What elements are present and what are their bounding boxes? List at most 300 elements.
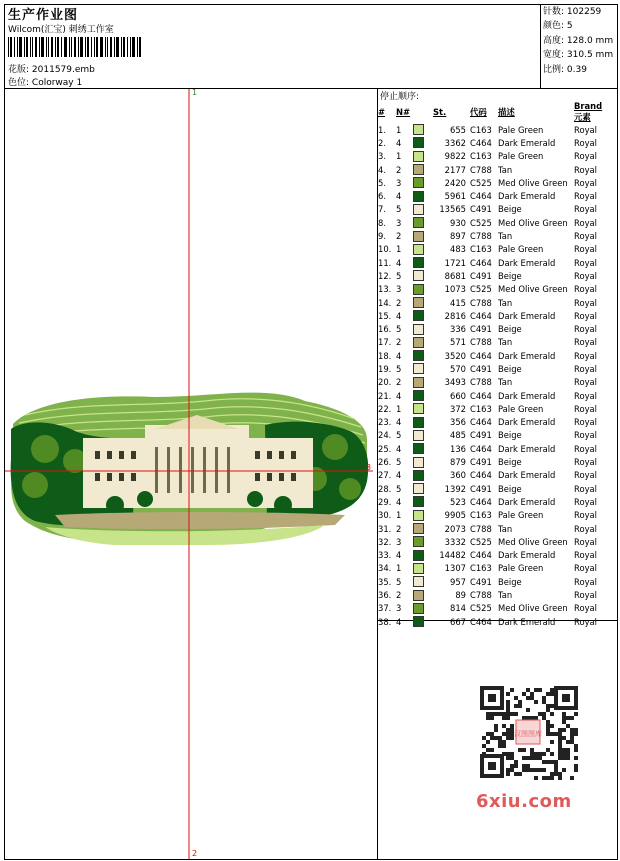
row-needle: 1 (396, 244, 402, 255)
row-desc: Beige (498, 324, 522, 335)
row-stitches: 3332 (444, 536, 466, 547)
row-stitches: 360 (450, 470, 466, 481)
row-stitches: 1307 (444, 563, 466, 574)
row-code: C788 (470, 297, 492, 308)
row-stitches: 372 (450, 403, 466, 414)
header-brand-element: Brand 元素 (574, 101, 603, 122)
row-desc: Beige (498, 576, 522, 587)
row-swatch (411, 123, 433, 136)
row-index: 16. (378, 324, 392, 335)
row-desc: Dark Emerald (498, 470, 556, 481)
row-stitches: 8681 (444, 270, 466, 281)
row-stitches: 1392 (444, 483, 466, 494)
row-brand: Royal (574, 377, 597, 388)
stat-height: 高度: 128.0 mm (543, 35, 614, 46)
color-swatch (413, 483, 424, 494)
row-desc: Dark Emerald (498, 191, 556, 202)
row-swatch (411, 442, 433, 455)
row-needle: 5 (396, 324, 402, 335)
row-needle: 3 (396, 536, 402, 547)
row-desc: Tan (498, 297, 513, 308)
row-code: C464 (470, 257, 492, 268)
row-needle: 2 (396, 523, 402, 534)
row-index: 13. (378, 284, 392, 295)
row-stitches: 483 (450, 244, 466, 255)
axis-label-right: 3 (366, 463, 372, 472)
header-idx: # (378, 107, 386, 117)
row-index: 26. (378, 457, 392, 468)
row-code: C788 (470, 337, 492, 348)
row-needle: 1 (396, 151, 402, 162)
row-brand: Royal (574, 137, 597, 148)
row-brand: Royal (574, 257, 597, 268)
thread-row (378, 216, 606, 229)
row-swatch (411, 429, 433, 442)
row-stitches: 9905 (444, 510, 466, 521)
thread-row (378, 150, 606, 163)
color-swatch (413, 137, 424, 148)
row-brand: Royal (574, 204, 597, 215)
row-brand: Royal (574, 310, 597, 321)
row-code: C788 (470, 164, 492, 175)
row-needle: 4 (396, 350, 402, 361)
row-index: 24. (378, 430, 392, 441)
color-swatch (413, 297, 424, 308)
row-swatch (411, 322, 433, 335)
color-swatch (413, 403, 424, 414)
thread-row (378, 455, 606, 468)
row-swatch (411, 482, 433, 495)
thread-table-header (378, 101, 606, 123)
colorway-line (8, 75, 82, 88)
row-stitches: 1073 (444, 284, 466, 295)
row-swatch (411, 203, 433, 216)
row-brand: Royal (574, 324, 597, 335)
color-swatch (413, 496, 424, 507)
row-swatch (411, 575, 433, 588)
row-swatch (411, 176, 433, 189)
row-code: C464 (470, 310, 492, 321)
row-index: 10. (378, 244, 392, 255)
color-swatch (413, 204, 424, 215)
color-swatch (413, 151, 424, 162)
row-index: 35. (378, 576, 392, 587)
row-needle: 4 (396, 470, 402, 481)
row-needle: 4 (396, 417, 402, 428)
thread-row (378, 136, 606, 149)
row-swatch (411, 455, 433, 468)
row-swatch (411, 362, 433, 375)
row-code: C491 (470, 483, 492, 494)
header-divider (540, 4, 541, 88)
row-code: C525 (470, 177, 492, 188)
row-brand: Royal (574, 443, 597, 454)
company-name: Wilcom(汇宝) 刺绣工作室 (8, 25, 114, 35)
row-swatch (411, 522, 433, 535)
thread-row (378, 349, 606, 362)
row-swatch (411, 549, 433, 562)
row-code: C491 (470, 430, 492, 441)
color-swatch (413, 257, 424, 268)
row-desc: Dark Emerald (498, 443, 556, 454)
thread-row (378, 362, 606, 375)
thread-row (378, 229, 606, 242)
row-index: 25. (378, 443, 392, 454)
row-index: 15. (378, 310, 392, 321)
row-index: 12. (378, 270, 392, 281)
thread-row (378, 416, 606, 429)
row-code: C163 (470, 563, 492, 574)
row-stitches: 356 (450, 417, 466, 428)
row-needle: 1 (396, 510, 402, 521)
row-stitches: 2816 (444, 310, 466, 321)
color-swatch (413, 191, 424, 202)
row-stitches: 136 (450, 443, 466, 454)
row-swatch (411, 136, 433, 149)
row-desc: Dark Emerald (498, 550, 556, 561)
row-code: C788 (470, 377, 492, 388)
row-index: 17. (378, 337, 392, 348)
row-index: 27. (378, 470, 392, 481)
row-desc: Med Olive Green (498, 217, 568, 228)
row-swatch (411, 243, 433, 256)
row-index: 8. (378, 217, 386, 228)
row-index: 38. (378, 616, 392, 627)
color-swatch (413, 310, 424, 321)
row-desc: Tan (498, 337, 513, 348)
row-needle: 4 (396, 191, 402, 202)
row-index: 29. (378, 496, 392, 507)
row-desc: Pale Green (498, 244, 544, 255)
thread-row (378, 429, 606, 442)
row-code: C464 (470, 616, 492, 627)
row-stitches: 9822 (444, 151, 466, 162)
row-code: C464 (470, 443, 492, 454)
row-swatch (411, 495, 433, 508)
row-brand: Royal (574, 191, 597, 202)
thread-row (378, 522, 606, 535)
row-brand: Royal (574, 563, 597, 574)
color-swatch (413, 270, 424, 281)
color-swatch (413, 337, 424, 348)
row-stitches: 485 (450, 430, 466, 441)
row-desc: Dark Emerald (498, 390, 556, 401)
row-needle: 1 (396, 124, 402, 135)
thread-row (378, 588, 606, 601)
color-swatch (413, 124, 424, 135)
thread-row (378, 283, 606, 296)
row-swatch (411, 389, 433, 402)
row-stitches: 3520 (444, 350, 466, 361)
row-needle: 5 (396, 363, 402, 374)
row-swatch (411, 283, 433, 296)
thread-row (378, 389, 606, 402)
row-desc: Dark Emerald (498, 496, 556, 507)
thread-row (378, 243, 606, 256)
row-index: 20. (378, 377, 392, 388)
row-desc: Pale Green (498, 124, 544, 135)
row-code: C491 (470, 324, 492, 335)
row-needle: 4 (396, 550, 402, 561)
header-needle: N# (396, 107, 411, 117)
row-desc: Tan (498, 590, 513, 601)
row-needle: 5 (396, 457, 402, 468)
row-stitches: 660 (450, 390, 466, 401)
row-swatch (411, 535, 433, 548)
row-index: 11. (378, 257, 392, 268)
row-index: 36. (378, 590, 392, 601)
row-needle: 5 (396, 270, 402, 281)
row-desc: Tan (498, 377, 513, 388)
row-brand: Royal (574, 470, 597, 481)
row-stitches: 930 (450, 217, 466, 228)
row-code: C464 (470, 390, 492, 401)
thread-row (378, 189, 606, 202)
row-stitches: 2177 (444, 164, 466, 175)
row-desc: Dark Emerald (498, 257, 556, 268)
color-swatch (413, 177, 424, 188)
row-brand: Royal (574, 164, 597, 175)
row-brand: Royal (574, 403, 597, 414)
row-brand: Royal (574, 616, 597, 627)
row-code: C464 (470, 470, 492, 481)
row-index: 18. (378, 350, 392, 361)
row-brand: Royal (574, 217, 597, 228)
row-desc: Pale Green (498, 510, 544, 521)
row-brand: Royal (574, 350, 597, 361)
row-stitches: 3362 (444, 137, 466, 148)
color-swatch (413, 510, 424, 521)
row-stitches: 523 (450, 496, 466, 507)
row-index: 32. (378, 536, 392, 547)
row-stitches: 570 (450, 363, 466, 374)
row-desc: Tan (498, 231, 513, 242)
row-desc: Beige (498, 270, 522, 281)
row-needle: 3 (396, 177, 402, 188)
stamp-text: 汉图图库 (514, 730, 542, 738)
row-index: 2. (378, 137, 386, 148)
row-needle: 4 (396, 443, 402, 454)
row-desc: Beige (498, 363, 522, 374)
row-brand: Royal (574, 390, 597, 401)
row-needle: 2 (396, 164, 402, 175)
colorway-value: Colorway 1 (31, 78, 83, 88)
thread-row (378, 602, 606, 615)
row-stitches: 571 (450, 337, 466, 348)
thread-row (378, 482, 606, 495)
row-index: 7. (378, 204, 386, 215)
row-desc: Tan (498, 523, 513, 534)
row-swatch (411, 216, 433, 229)
row-swatch (411, 588, 433, 601)
row-desc: Beige (498, 430, 522, 441)
row-brand: Royal (574, 483, 597, 494)
design-value: 2011579.emb (31, 65, 95, 75)
row-code: C464 (470, 496, 492, 507)
row-brand: Royal (574, 151, 597, 162)
row-needle: 3 (396, 284, 402, 295)
row-brand: Royal (574, 590, 597, 601)
row-desc: Pale Green (498, 403, 544, 414)
row-stitches: 2073 (444, 523, 466, 534)
row-index: 23. (378, 417, 392, 428)
row-code: C525 (470, 536, 492, 547)
row-needle: 2 (396, 231, 402, 242)
color-swatch (413, 616, 424, 627)
row-code: C788 (470, 523, 492, 534)
row-stitches: 879 (450, 457, 466, 468)
row-needle: 4 (396, 137, 402, 148)
color-swatch (413, 363, 424, 374)
row-desc: Med Olive Green (498, 284, 568, 295)
row-stitches: 897 (450, 231, 466, 242)
color-swatch (413, 563, 424, 574)
row-code: C788 (470, 231, 492, 242)
row-stitches: 655 (450, 124, 466, 135)
stat-width: 宽度: 310.5 mm (543, 50, 614, 61)
row-desc: Med Olive Green (498, 536, 568, 547)
row-code: C525 (470, 217, 492, 228)
row-code: C464 (470, 137, 492, 148)
row-swatch (411, 562, 433, 575)
row-swatch (411, 469, 433, 482)
row-index: 22. (378, 403, 392, 414)
row-desc: Med Olive Green (498, 177, 568, 188)
row-code: C464 (470, 417, 492, 428)
row-brand: Royal (574, 270, 597, 281)
row-swatch (411, 309, 433, 322)
row-code: C464 (470, 350, 492, 361)
thread-row (378, 256, 606, 269)
row-swatch (411, 256, 433, 269)
row-needle: 5 (396, 483, 402, 494)
design-stats (543, 5, 613, 77)
row-index: 3. (378, 151, 386, 162)
thread-row (378, 296, 606, 309)
color-swatch (413, 284, 424, 295)
row-brand: Royal (574, 457, 597, 468)
row-swatch (411, 376, 433, 389)
color-swatch (413, 430, 424, 441)
row-swatch (411, 602, 433, 615)
row-index: 1. (378, 124, 386, 135)
row-stitches: 957 (450, 576, 466, 587)
row-code: C491 (470, 457, 492, 468)
row-desc: Med Olive Green (498, 603, 568, 614)
color-swatch (413, 231, 424, 242)
row-swatch (411, 150, 433, 163)
row-index: 30. (378, 510, 392, 521)
color-swatch (413, 443, 424, 454)
color-swatch (413, 377, 424, 388)
thread-table (378, 101, 606, 628)
thread-row (378, 376, 606, 389)
row-brand: Royal (574, 284, 597, 295)
row-needle: 4 (396, 310, 402, 321)
axis-label-top: 1 (192, 88, 198, 97)
row-needle: 2 (396, 590, 402, 601)
thread-row (378, 322, 606, 335)
stat-scale: 比例: 0.39 (543, 64, 587, 75)
row-code: C163 (470, 124, 492, 135)
thread-row (378, 549, 606, 562)
row-index: 21. (378, 390, 392, 401)
thread-row (378, 269, 606, 282)
color-swatch (413, 470, 424, 481)
row-brand: Royal (574, 496, 597, 507)
row-needle: 5 (396, 576, 402, 587)
thread-row (378, 203, 606, 216)
row-swatch (411, 416, 433, 429)
thread-row (378, 562, 606, 575)
header-code: 代码 (470, 107, 487, 117)
thread-row (378, 309, 606, 322)
row-needle: 1 (396, 403, 402, 414)
row-swatch (411, 296, 433, 309)
row-swatch (411, 349, 433, 362)
row-swatch (411, 615, 433, 628)
row-index: 4. (378, 164, 386, 175)
row-code: C163 (470, 510, 492, 521)
thread-row (378, 535, 606, 548)
row-stitches: 415 (450, 297, 466, 308)
stat-colors: 颜色: 5 (543, 21, 573, 32)
row-desc: Dark Emerald (498, 417, 556, 428)
color-swatch (413, 244, 424, 255)
color-swatch (413, 523, 424, 534)
row-code: C491 (470, 363, 492, 374)
row-stitches: 336 (450, 324, 466, 335)
row-code: C163 (470, 244, 492, 255)
thread-row (378, 575, 606, 588)
design-line (8, 62, 95, 75)
row-brand: Royal (574, 510, 597, 521)
row-needle: 4 (396, 496, 402, 507)
color-swatch (413, 390, 424, 401)
row-code: C163 (470, 151, 492, 162)
row-brand: Royal (574, 536, 597, 547)
row-desc: Dark Emerald (498, 350, 556, 361)
row-index: 37. (378, 603, 392, 614)
row-needle: 3 (396, 603, 402, 614)
row-code: C464 (470, 550, 492, 561)
row-stitches: 667 (450, 616, 466, 627)
row-code: C491 (470, 576, 492, 587)
row-brand: Royal (574, 177, 597, 188)
color-swatch (413, 217, 424, 228)
row-needle: 4 (396, 390, 402, 401)
row-swatch (411, 402, 433, 415)
design-preview (5, 89, 377, 859)
row-index: 14. (378, 297, 392, 308)
colorway-label: 色位: (8, 78, 30, 88)
row-code: C464 (470, 191, 492, 202)
row-brand: Royal (574, 337, 597, 348)
color-swatch (413, 164, 424, 175)
row-needle: 3 (396, 217, 402, 228)
row-desc: Pale Green (498, 563, 544, 574)
row-brand: Royal (574, 430, 597, 441)
row-desc: Dark Emerald (498, 137, 556, 148)
thread-row (378, 509, 606, 522)
row-stitches: 814 (450, 603, 466, 614)
row-index: 6. (378, 191, 386, 202)
row-needle: 4 (396, 616, 402, 627)
row-needle: 2 (396, 297, 402, 308)
color-swatch (413, 550, 424, 561)
stat-stitches: 针数: 102259 (543, 7, 602, 17)
row-code: C788 (470, 590, 492, 601)
